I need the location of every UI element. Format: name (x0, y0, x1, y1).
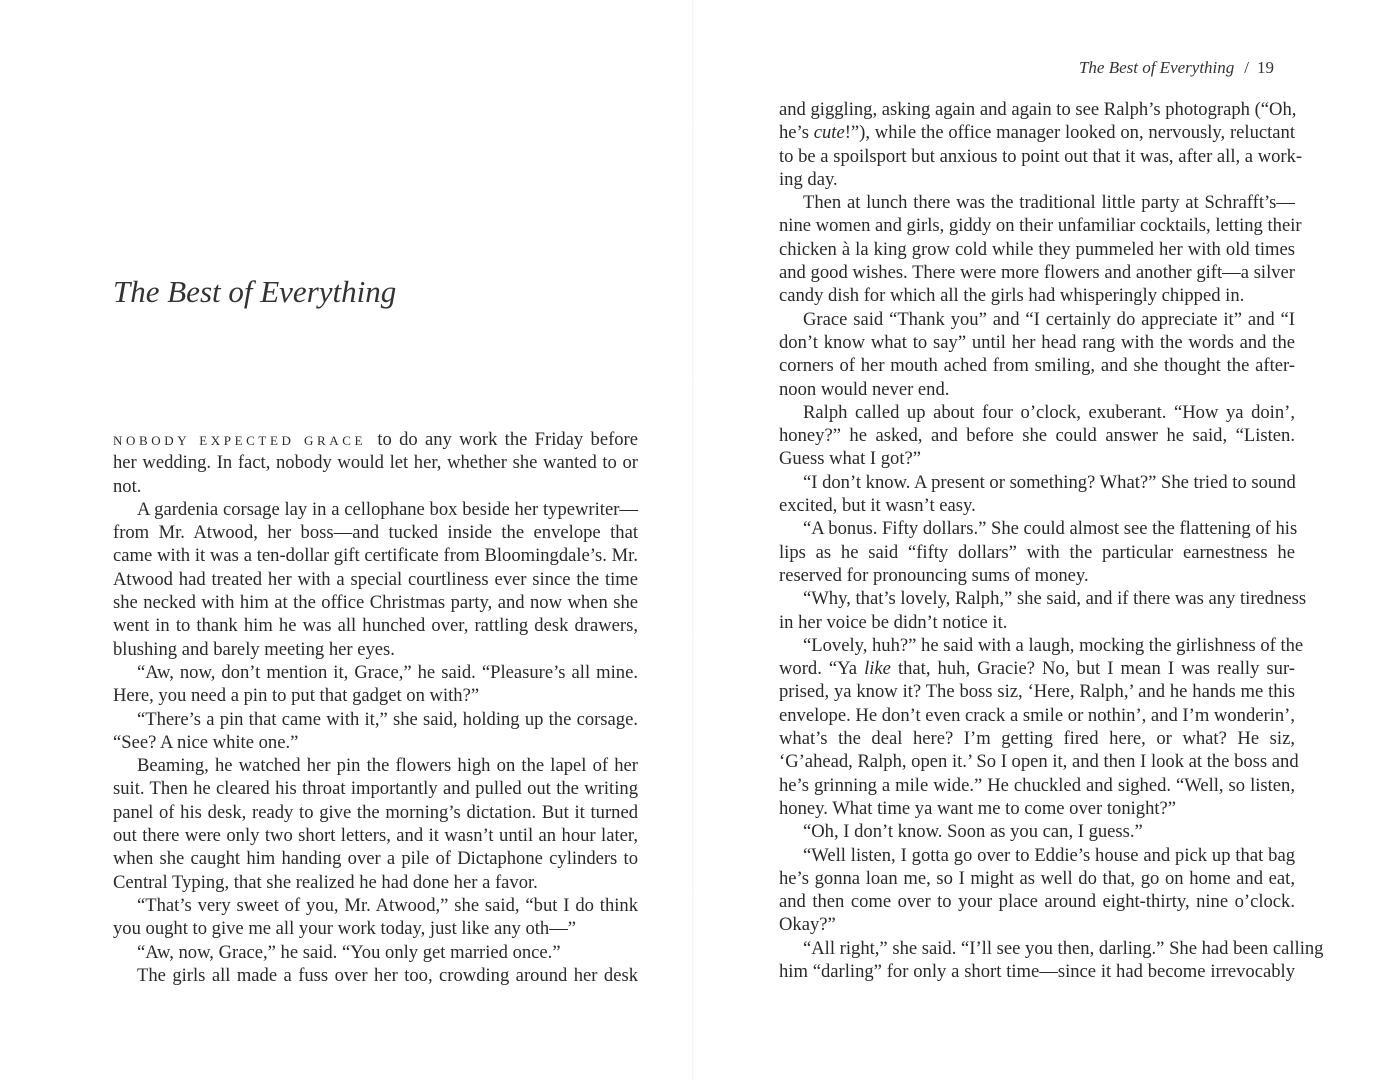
text-segment: Beaming, he watched her pin the flowers high on the lapel of her (137, 755, 638, 777)
running-head-separator: / (1244, 58, 1249, 77)
text-line (779, 611, 1295, 634)
text-line (113, 591, 638, 614)
text-segment: that, huh, Gracie? No, but I mean I was really sur- (890, 658, 1295, 680)
text-line (779, 937, 1324, 960)
text-line (113, 661, 638, 684)
text-segment: him “darling” for only a short time—since it had become irrevocably (779, 960, 1295, 982)
text-line (113, 731, 638, 754)
paragraph (779, 98, 1303, 191)
text-segment: Then at lunch there was the traditional little party at Schrafft’s— (803, 192, 1295, 214)
text-line (779, 517, 1298, 540)
text-line (779, 447, 1295, 470)
book-gutter (692, 0, 694, 1080)
paragraph (113, 941, 638, 964)
paragraph (779, 634, 1304, 820)
text-line (779, 960, 1295, 983)
text-line (779, 331, 1295, 354)
text-line (113, 754, 638, 777)
text-segment: nine women and girls, giddy on their unfamiliar cocktails, letting their (779, 215, 1302, 237)
text-segment: “Well listen, I gotta go over to Eddie’s house and pick up that bag (803, 844, 1295, 866)
text-line (779, 890, 1295, 913)
text-line (113, 521, 638, 544)
text-line (113, 871, 638, 894)
paragraph (113, 964, 638, 987)
text-line (779, 378, 1295, 401)
text-segment: panel of his desk, ready to give the morning’s dictation. But it turned (113, 801, 638, 823)
text-segment: she necked with him at the office Christmas party, and now when she (113, 592, 638, 614)
text-segment: came with it was a ten-dollar gift certificate from Bloomingdale’s. Mr. (113, 545, 638, 567)
paragraph (113, 894, 638, 941)
text-segment: !”), while the office manager looked on, nervously, reluctant (844, 122, 1295, 144)
text-line (113, 428, 638, 451)
text-line (779, 424, 1295, 447)
text-segment: envelope. He don’t even crack a smile or nothin’, and I’m wonderin’, (779, 704, 1295, 726)
paragraph (113, 428, 638, 498)
text-line (113, 801, 638, 824)
text-segment: word. “Ya (779, 658, 865, 680)
text-segment: to do any work the Friday before (370, 429, 639, 450)
text-segment: to be a spoilsport but anxious to point out that it was, after all, a work- (779, 145, 1303, 167)
text-segment: he’s grinning a mile wide.” He chuckled and sighed. “Well, so listen, (779, 774, 1295, 796)
chapter-title: The Best of Everything (113, 274, 397, 309)
left-page (113, 0, 638, 1080)
text-line (779, 401, 1295, 424)
text-segment: suit. Then he cleared his throat importantly and pulled out the writing (113, 778, 638, 800)
text-line (113, 847, 638, 870)
text-segment: ing day. (779, 168, 838, 190)
text-line (779, 680, 1295, 703)
text-line (113, 824, 638, 847)
text-line (779, 238, 1295, 261)
text-line (779, 214, 1302, 237)
text-segment: “A bonus. Fifty dollars.” She could almost see the flattening of his (803, 518, 1298, 540)
text-line (779, 98, 1295, 121)
text-segment: blushing and barely meeting her eyes. (113, 638, 395, 660)
text-line (779, 541, 1295, 564)
text-segment: A gardenia corsage lay in a cellophane box beside her typewriter— (137, 498, 638, 520)
text-line (779, 471, 1295, 494)
text-segment: prised, ya know it? The boss siz, ‘Here, Ralph,’ and he hands me this (779, 681, 1295, 703)
text-segment: The girls all made a fuss over her too, crowding around her desk (137, 964, 638, 986)
text-segment: corners of her mouth ached from smiling, and she thought the after- (779, 355, 1295, 377)
paragraph (779, 517, 1298, 587)
text-segment: “All right,” she said. “I’ll see you then, darling.” She had been calling (803, 937, 1324, 959)
text-segment: in her voice be didn’t notice it. (779, 611, 1008, 633)
text-line (779, 564, 1295, 587)
text-line (779, 634, 1304, 657)
text-segment: “There’s a pin that came with it,” she said, holding up the corsage. (137, 708, 638, 730)
paragraph (779, 471, 1295, 518)
text-segment: from Mr. Atwood, her boss—and tucked inside the envelope that (113, 522, 638, 544)
text-segment: honey?” he asked, and before she could answer he said, “Listen. (779, 425, 1295, 447)
paragraph (113, 708, 638, 755)
text-segment: “Oh, I don’t know. Soon as you can, I guess.” (803, 821, 1143, 843)
text-segment: Ralph called up about four o’clock, exuberant. “How ya doin’, (803, 401, 1295, 423)
text-line (779, 354, 1295, 377)
paragraph (779, 587, 1307, 634)
text-line (779, 587, 1307, 610)
text-line (113, 475, 638, 498)
text-line (113, 917, 638, 940)
text-line (113, 614, 638, 637)
text-segment: not. (113, 475, 142, 497)
paragraph (113, 661, 638, 708)
text-line (779, 168, 1295, 191)
text-line (113, 777, 638, 800)
text-line (779, 797, 1295, 820)
text-segment: when she caught him handing over a pile of Dictaphone cylinders to (113, 848, 638, 870)
text-segment: “Aw, now, don’t mention it, Grace,” he said. “Pleasure’s all mine. (137, 661, 638, 683)
text-line (779, 704, 1295, 727)
text-segment: “Why, that’s lovely, Ralph,” she said, and if there was any tiredness (803, 588, 1307, 610)
text-line (779, 820, 1295, 843)
text-segment: honey. What time ya want me to come over tonight?” (779, 797, 1177, 819)
paragraph (779, 308, 1295, 401)
text-line (779, 284, 1295, 307)
page-number: 19 (1257, 58, 1274, 77)
text-segment: excited, but it wasn’t easy. (779, 495, 976, 517)
text-line (779, 750, 1299, 773)
text-line (779, 913, 1295, 936)
text-line (113, 894, 638, 917)
paragraph (779, 820, 1295, 843)
text-line (779, 867, 1295, 890)
right-page-body (779, 98, 1324, 983)
text-segment: he’s (779, 122, 814, 144)
text-line (779, 494, 1295, 517)
italic-text: cute (813, 122, 845, 144)
text-line (779, 727, 1295, 750)
text-segment: candy dish for which all the girls had whisperingly chipped in. (779, 285, 1245, 307)
text-line (779, 657, 1295, 680)
text-segment: “I don’t know. A present or something? What?” She tried to sound (803, 471, 1296, 493)
paragraph (779, 844, 1295, 937)
text-segment: “Aw, now, Grace,” he said. “You only get married once.” (137, 941, 561, 963)
italic-text: like (864, 658, 891, 680)
text-segment: her wedding. In fact, nobody would let her, whether she wanted to or (113, 452, 638, 474)
paragraph (779, 401, 1295, 471)
text-line (113, 964, 638, 987)
paragraph (113, 754, 638, 894)
text-segment: you ought to give me all your work today, just like any oth—” (113, 918, 577, 940)
text-segment: “That’s very sweet of you, Mr. Atwood,” she said, “but I do think (137, 894, 638, 916)
text-line (113, 638, 638, 661)
text-line (779, 308, 1295, 331)
text-segment: Okay?” (779, 914, 836, 936)
text-line (113, 451, 638, 474)
running-head-title: The Best of Everything (1078, 58, 1235, 77)
text-segment: Atwood had treated her with a special courtliness ever since the time (113, 568, 638, 590)
text-segment: went in to thank him he was all hunched over, rattling desk drawers, (113, 615, 638, 637)
left-page-body (113, 428, 638, 987)
text-line (113, 684, 638, 707)
text-line (779, 844, 1295, 867)
text-segment: Here, you need a pin to put that gadget on with?” (113, 685, 480, 707)
paragraph (779, 191, 1302, 307)
text-segment: Central Typing, that she realized he had done her a favor. (113, 871, 538, 893)
right-page (779, 0, 1324, 1080)
text-segment: “See? A nice white one.” (113, 731, 299, 753)
text-line (113, 568, 638, 591)
text-line (779, 774, 1295, 797)
text-segment: he’s gonna loan me, so I might as well do that, go on home and eat, (779, 867, 1295, 889)
text-line (779, 121, 1295, 144)
text-line (779, 145, 1303, 168)
text-segment: don’t know what to say” until her head rang with the words and the (779, 331, 1295, 353)
text-segment: and good wishes. There were more flowers and another gift—a silver (779, 262, 1295, 284)
text-segment: lips as he said “fifty dollars” with the particular earnestness he (779, 541, 1295, 563)
paragraph (779, 937, 1324, 984)
text-segment: out there were only two short letters, and it wasn’t until an hour later, (113, 825, 638, 847)
text-segment: Guess what I got?” (779, 448, 921, 470)
running-head (1079, 58, 1274, 78)
small-caps-lead-in: NOBODY EXPECTED GRACE (113, 433, 367, 448)
text-segment: Grace said “Thank you” and “I certainly do appreciate it” and “I (803, 308, 1295, 330)
text-segment: what’s the deal here? I’m getting fired here, or what? He siz, (779, 728, 1295, 750)
text-line (113, 544, 638, 567)
text-segment: reserved for pronouncing sums of money. (779, 564, 1089, 586)
text-segment: and giggling, asking again and again to see Ralph’s photograph (“Oh, (779, 99, 1297, 120)
text-segment: and then come over to your place around eight-thirty, nine o’clock. (779, 891, 1295, 913)
text-line (113, 941, 638, 964)
text-segment: noon would never end. (779, 378, 950, 400)
text-line (113, 708, 638, 731)
text-line (113, 498, 638, 521)
paragraph (113, 498, 638, 661)
text-line (779, 191, 1295, 214)
text-segment: ‘G’ahead, Ralph, open it.’ So I open it, and then I look at the boss and (779, 751, 1299, 773)
text-segment: “Lovely, huh?” he said with a laugh, mocking the girlishness of the (803, 634, 1304, 656)
text-segment: chicken à la king grow cold while they pummeled her with old times (779, 238, 1295, 260)
text-line (779, 261, 1295, 284)
